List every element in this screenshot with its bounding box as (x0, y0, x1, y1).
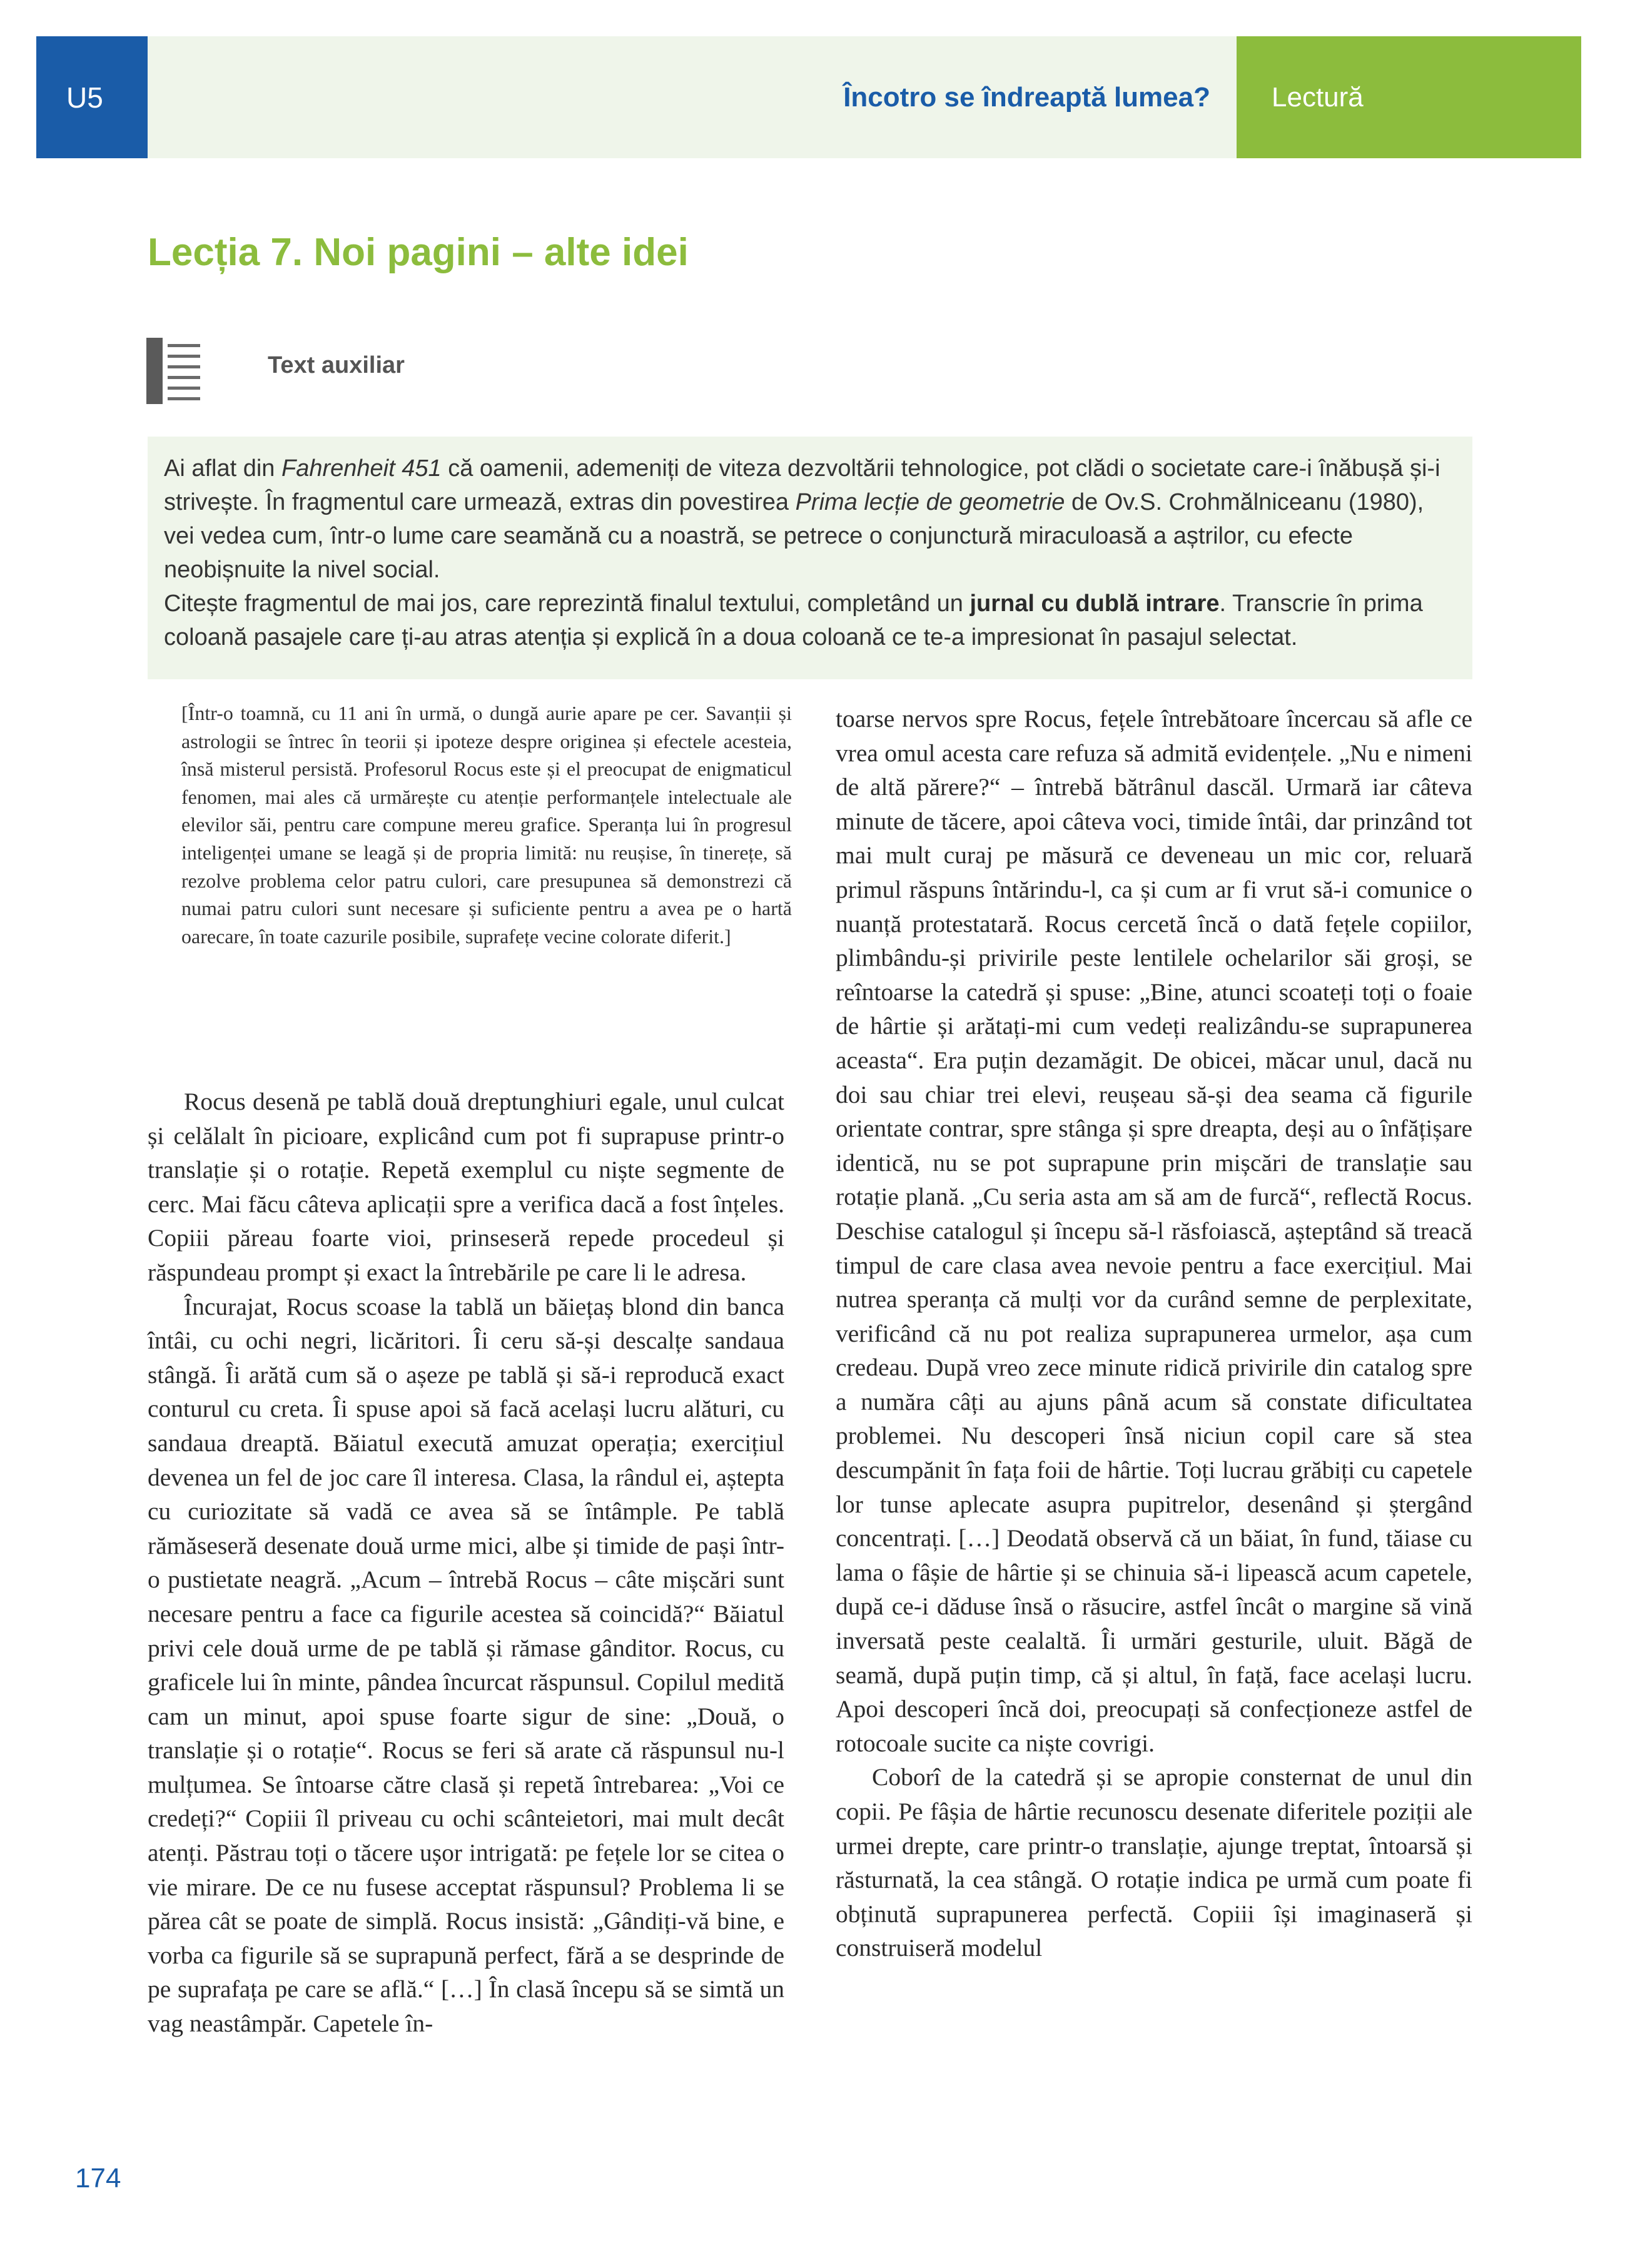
right-column (836, 702, 1472, 1965)
unit-badge (36, 36, 148, 158)
section-label: Lectură (1272, 81, 1364, 113)
unit-title: Încotro se îndreaptă lumea? (843, 81, 1210, 113)
story-title: Prima lecție de geometrie (795, 489, 1065, 515)
paragraph: Coborî de la catedră și se apropie consternat de unul din copii. Pe fâșia de hârtie recunoscu desenate diferitele poziții ale urmei drepte, care printr-o translație, ajunge treptat, întoarsă și răsturnată, la cea stângă. O rotație indica pe urmă cum poate fi obținută suprapunerea perfectă. Copiii își imaginaseră și construiseră modelul (836, 1763, 1472, 1962)
section-tag (1237, 36, 1581, 158)
journal-term: jurnal cu dublă intrare (969, 590, 1220, 617)
intro-paragraph-2: Citește fragmentul de mai jos, care reprezintă finalul textului, completând un jurnal cu dublă intrare. Transcrie în prima coloană pasajele care ți-au atras atenția și explică în a doua coloană ce te-a impresionat în pasajul selectat. (164, 590, 1423, 651)
intro-paragraph-1: Ai aflat din Fahrenheit 451 că oamenii, ademeniți de viteza dezvoltării tehnologice, pot clădi o societate care-i înăbușă și-i strivește. În fragmentul care urmează, extras din povestirea Prima lecție de geometrie de Ov.S. Crohmălniceanu (1980), vei vedea cum, într-o lume care seamănă cu a noastră, se petrece o conjunctură miraculoasă a aștrilor, cu efecte neobișnuite la nivel social. (164, 455, 1440, 583)
left-column (148, 1085, 784, 2041)
unit-label: U5 (66, 81, 103, 114)
lesson-title: Lecția 7. Noi pagini – alte idei (148, 231, 689, 274)
paragraph: Rocus desenă pe tablă două dreptunghiuri egale, unul culcat și celălalt în picioare, explicând cum pot fi suprapuse printr-o translație și o rotație. Repetă exemplul cu niște segmente de cerc. Mai făcu câteva aplicații spre a verifica dacă a fost înțeles. Copiii păreau foarte vioi, prinseseră repede procedeul și răspundeau prompt și exact la întrebările pe care li le adresa. (148, 1088, 784, 1286)
text-lines-icon (146, 338, 200, 404)
unit-title-bar (148, 36, 1237, 158)
intro-box (148, 437, 1472, 679)
paragraph: Încurajat, Rocus scoase la tablă un băiețaș blond din banca întâi, cu ochi negri, licăritori. Îi ceru să-și descalțe sandaua stângă. Îi arătă cum să o așeze pe tablă și să-i reproducă exact conturul cu creta. Îi spuse apoi să facă același lucru alături, cu sandaua dreaptă. Băiatul execută amuzat operația; exercițiul devenea un fel de joc care îl interesa. Clasa, la rândul ei, aștepta cu curiozitate să vadă ce avea să se întâmple. Pe tablă rămăseseră desenate două urme mici, albe și timide de pași într-o pustietate neagră. „Acum – întrebă Rocus – câte mișcări sunt necesare pentru a face ca figurile acestea să coincidă?“ Băiatul privi cele două urme de pe tablă și rămase gânditor. Rocus, cu graficele lui în minte, pândea încurcat răspunsul. Copilul medită cam un minut, apoi spuse foarte sigur de sine: „Două, o translație și o rotație“. Rocus se feri să arate că răspunsul nu-l mulțumea. Se întoarse către clasă și repetă întrebarea: „Voi ce credeți?“ Copiii îl priveau cu ochi scânteietori, mai mult decât atenți. Păstrau toți o tăcere ușor intrigată: pe fețele lor se citea o vie mirare. De ce nu fusese acceptat răspunsul? Problema li se părea cât se poate de simplă. Rocus insistă: „Gândiți-vă bine, e vorba ca figurile să se suprapună perfect, fără a se desprinde de pe suprafața pe care se află.“ […] În clasă începu să se simtă un vag neastâmpăr. Capetele în- (148, 1292, 784, 2038)
page-number: 174 (75, 2163, 121, 2194)
story-summary: [Într-o toamnă, cu 11 ani în urmă, o dungă aurie apare pe cer. Savanții și astrologii se întrec în teorii și ipoteze despre originea și efectele acesteia, însă misterul persistă. Profesorul Rocus este și el preocupat de enigmaticul fenomen, mai ales că urmărește cu atenție performanțele intelectuale ale elevilor săi, pentru care compune mereu grafice. Speranța lui în progresul inteligenței umane se leagă și de propria limită: nu reușise, în tinerețe, să rezolve problema celor patru culori, care presupunea să demonstrezi că numai patru culori sunt necesare și suficiente pentru a avea pe o hartă oarecare, în toate cazurile posibile, suprafețe vecine colorate diferit.] (181, 702, 792, 948)
paragraph: toarse nervos spre Rocus, fețele întrebătoare încercau să afle ce vrea omul acesta care refuza să admită evidențele. „Nu e nimeni de altă părere?“ – întrebă bătrânul dascăl. Urmară iar câteva minute de tăcere, apoi câteva voci, timide întâi, dar prinzând tot mai mult curaj pe măsură ce deveneau un mic cor, reluară primul răspuns întărindu-l, ca și cum ar fi vrut să-i comunice o nuanță protestatară. Rocus cercetă încă o dată fețele copiilor, plimbându-și privirile peste lentilele ochelarilor săi groși, se reîntoarse la catedră și spuse: „Bine, atunci scoateți toți o foaie de hârtie și arătați-mi cum vedeți realizându-se suprapunerea aceasta“. Era puțin dezamăgit. De obicei, măcar unul, dacă nu doi sau chiar trei elevi, reușeau să-și dea seama că figurile orientate contrar, spre stânga și spre dreapta, deși au o înfățișare identică, nu se pot suprapune prin mișcări de translație sau rotație plană. „Cu seria asta am să am de furcă“, reflectă Rocus. Deschise catalogul și începu să-l răsfoiască, așteptând să treacă timpul de care clasa avea nevoie pentru a face exercițiul. Mai nutrea speranța că mulți vor da curând semne de perplexitate, verificând că nu pot realiza suprapunerea urmelor, așa cum credeau. După vreo zece minute ridică privirile din catalog spre a număra câți au ajuns până acum să constate dificultatea problemei. Nu descoperi însă niciun copil care să stea descumpănit în fața foii de hârtie. Toți lucrau grăbiți cu capetele lor tunse aplecate asupra pupitrelor, desenând și ștergând concentrați. […] Deodată observă că un băiat, în fund, tăiase cu lama o fâșie de hârtie și se chinuia să-i lipească acum capetele, după ce-i dăduse însă o răsucire, astfel încât o margine să vină inversată peste cealaltă. Îi urmări gesturile, uluit. Băgă de seamă, după puțin timp, că și altul, în față, face același lucru. Apoi descoperi încă doi, preocupați să confecționeze astfel de rotocoale sucite ca niște covrigi. (836, 705, 1472, 1757)
book-title-fahrenheit: Fahrenheit 451 (281, 455, 442, 482)
aux-text-label: Text auxiliar (268, 352, 405, 378)
